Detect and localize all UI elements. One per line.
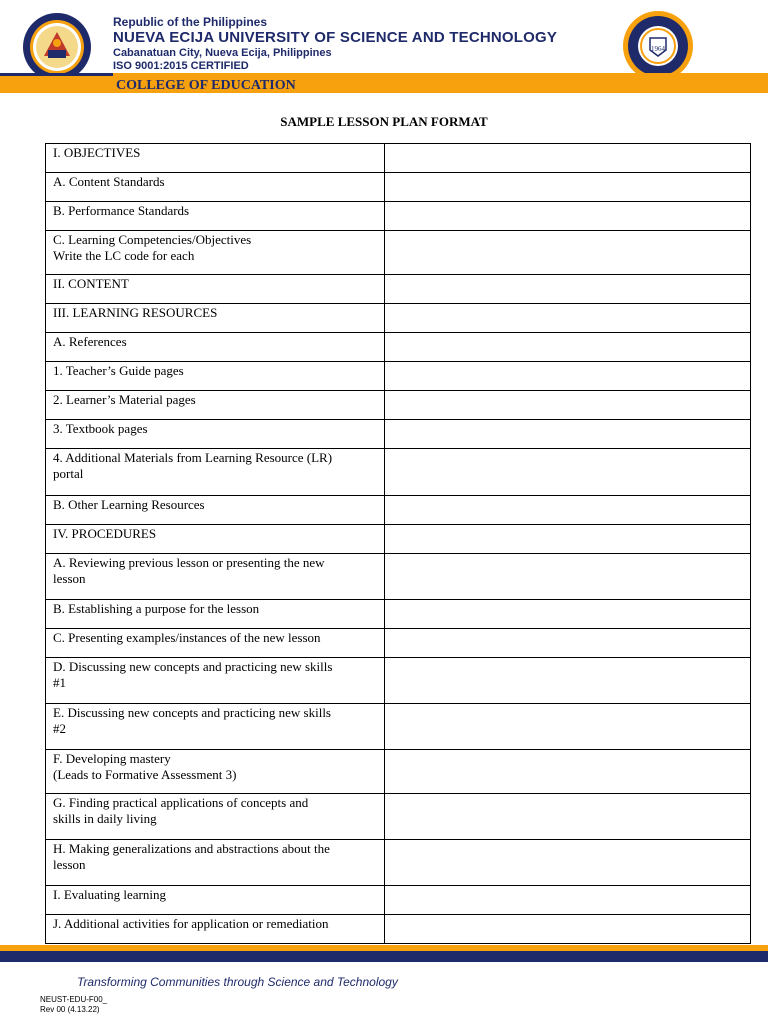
table-row: [46, 750, 751, 794]
row-label-cell: [46, 658, 385, 704]
row-label-cell: [46, 886, 385, 915]
table-row: [46, 144, 751, 173]
row-entry-cell[interactable]: [384, 525, 750, 554]
row-label-cell: [46, 915, 385, 944]
table-row: [46, 304, 751, 333]
row-label-cell: [46, 420, 385, 449]
row-label: B. Other Learning Resources: [53, 497, 205, 512]
row-label-cell: [46, 362, 385, 391]
row-label-cell: [46, 629, 385, 658]
row-entry-cell[interactable]: [384, 275, 750, 304]
row-entry-cell[interactable]: [384, 496, 750, 525]
college-name: COLLEGE OF EDUCATION: [116, 78, 296, 93]
row-label: 3. Textbook pages: [53, 421, 148, 436]
table-row: [46, 333, 751, 362]
table-row: [46, 886, 751, 915]
table-row: [46, 391, 751, 420]
row-label-cell: [46, 333, 385, 362]
table-row: [46, 794, 751, 840]
row-label-continuation: lesson: [53, 571, 86, 586]
iso-certification: ISO 9001:2015 CERTIFIED: [113, 60, 249, 72]
table-row: [46, 704, 751, 750]
row-entry-cell[interactable]: [384, 886, 750, 915]
row-entry-cell[interactable]: [384, 658, 750, 704]
row-label-continuation: #1: [53, 675, 66, 690]
row-entry-cell[interactable]: [384, 362, 750, 391]
table-row: [46, 525, 751, 554]
row-label: III. LEARNING RESOURCES: [53, 305, 218, 320]
table-row: [46, 840, 751, 886]
header-navy-strip: [0, 73, 113, 76]
row-label: C. Presenting examples/instances of the new lesson: [53, 630, 321, 645]
row-label: B. Establishing a purpose for the lesson: [53, 601, 260, 616]
row-label-cell: [46, 304, 385, 333]
row-label-cell: [46, 391, 385, 420]
table-row: [46, 231, 751, 275]
row-label-cell: [46, 554, 385, 600]
row-label-cell: [46, 840, 385, 886]
row-label-cell: [46, 275, 385, 304]
republic-line: Republic of the Philippines: [113, 15, 268, 29]
row-label: 4. Additional Materials from Learning Resource (LR): [53, 450, 333, 465]
row-label: E. Discussing new concepts and practicing new skills: [53, 705, 331, 720]
footer-tagline: Transforming Communities through Science and Technology: [77, 975, 398, 989]
row-label: 1. Teacher’s Guide pages: [53, 363, 184, 378]
row-entry-cell[interactable]: [384, 915, 750, 944]
row-label-cell: [46, 144, 385, 173]
table-row: [46, 554, 751, 600]
revision-label: Rev 00 (4.13.22): [40, 1005, 100, 1014]
row-label: I. OBJECTIVES: [53, 145, 141, 160]
row-label: J. Additional activities for application or remediation: [53, 916, 329, 931]
row-entry-cell[interactable]: [384, 704, 750, 750]
table-row: [46, 173, 751, 202]
form-code: NEUST-EDU-F00_: [40, 995, 108, 1004]
row-label-cell: [46, 231, 385, 275]
row-label: A. Reviewing previous lesson or presenting the new: [53, 555, 325, 570]
row-entry-cell[interactable]: [384, 629, 750, 658]
row-label: I. Evaluating learning: [53, 887, 166, 902]
row-entry-cell[interactable]: [384, 554, 750, 600]
row-label: F. Developing mastery: [53, 751, 171, 766]
row-label-continuation: skills in daily living: [53, 811, 157, 826]
university-seal-icon: [22, 12, 92, 82]
row-label: G. Finding practical applications of concepts and: [53, 795, 309, 810]
table-row: [46, 658, 751, 704]
row-label-cell: [46, 794, 385, 840]
row-label-continuation: portal: [53, 466, 84, 481]
row-entry-cell[interactable]: [384, 144, 750, 173]
table-row: [46, 629, 751, 658]
row-entry-cell[interactable]: [384, 333, 750, 362]
row-label-continuation: lesson: [53, 857, 86, 872]
row-label-continuation: (Leads to Formative Assessment 3): [53, 767, 237, 782]
table-row: [46, 915, 751, 944]
university-name: NUEVA ECIJA UNIVERSITY OF SCIENCE AND TECHNOLOGY: [113, 29, 558, 46]
row-label: II. CONTENT: [53, 276, 129, 291]
row-label: A. Content Standards: [53, 174, 165, 189]
row-label-cell: [46, 704, 385, 750]
footer-navy-band: [0, 951, 768, 962]
college-seal-icon: [622, 10, 694, 82]
row-label: IV. PROCEDURES: [53, 526, 157, 541]
lesson-plan-table: [45, 143, 751, 944]
row-label: D. Discussing new concepts and practicing new skills: [53, 659, 333, 674]
table-row: [46, 202, 751, 231]
row-label-cell: [46, 202, 385, 231]
table-row: [46, 420, 751, 449]
row-label: C. Learning Competencies/Objectives: [53, 232, 252, 247]
table-row: [46, 449, 751, 496]
table-row: [46, 275, 751, 304]
letterhead-text: [113, 15, 557, 73]
row-label: A. References: [53, 334, 127, 349]
row-entry-cell[interactable]: [384, 304, 750, 333]
table-row: [46, 496, 751, 525]
row-entry-cell[interactable]: [384, 840, 750, 886]
table-row: [46, 600, 751, 629]
row-entry-cell[interactable]: [384, 794, 750, 840]
row-label: 2. Learner’s Material pages: [53, 392, 196, 407]
university-location: Cabanatuan City, Nueva Ecija, Philippines: [113, 47, 332, 59]
row-label-cell: [46, 173, 385, 202]
row-entry-cell[interactable]: [384, 231, 750, 275]
row-entry-cell[interactable]: [384, 420, 750, 449]
row-label: H. Making generalizations and abstractions about the: [53, 841, 330, 856]
row-label-cell: [46, 496, 385, 525]
row-entry-cell[interactable]: [384, 202, 750, 231]
row-entry-cell[interactable]: [384, 391, 750, 420]
table-row: [46, 362, 751, 391]
row-label-cell: [46, 750, 385, 794]
row-label-continuation: #2: [53, 721, 66, 736]
document-code: [40, 995, 107, 1015]
seal-year: 1964: [651, 45, 665, 53]
row-label-cell: [46, 525, 385, 554]
row-entry-cell[interactable]: [384, 449, 750, 496]
row-label: B. Performance Standards: [53, 203, 190, 218]
row-label-cell: [46, 449, 385, 496]
row-label-cell: [46, 600, 385, 629]
row-label-continuation: Write the LC code for each: [53, 248, 195, 263]
row-entry-cell[interactable]: [384, 173, 750, 202]
row-entry-cell[interactable]: [384, 750, 750, 794]
page-title: SAMPLE LESSON PLAN FORMAT: [280, 114, 488, 129]
row-entry-cell[interactable]: [384, 600, 750, 629]
